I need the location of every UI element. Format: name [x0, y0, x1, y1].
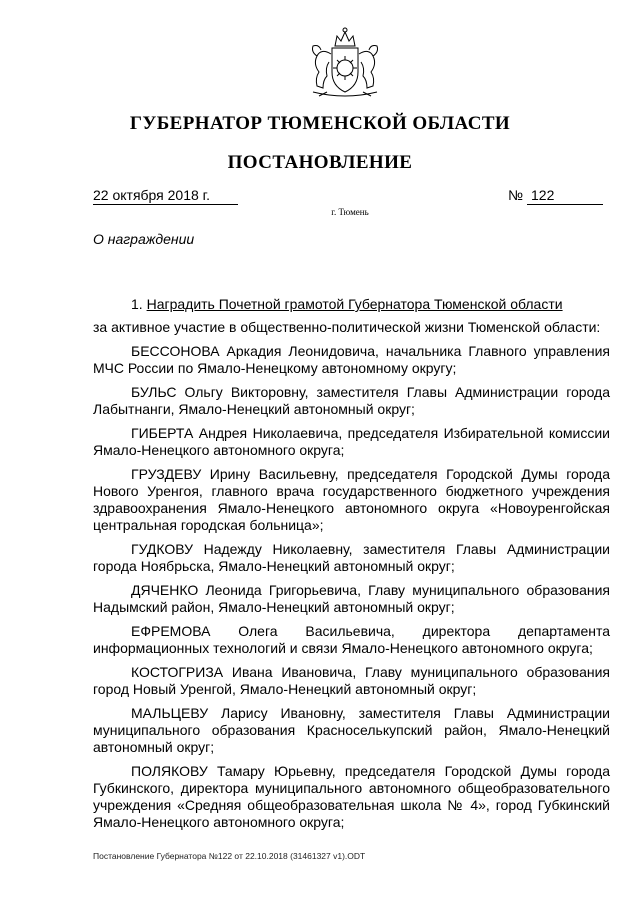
recipient-entry: МАЛЬЦЕВУ Ларису Ивановну, заместителя Главы Администрации муниципального образования Красноселькупский район, Ямало-Ненецкий автономный округ; [93, 705, 610, 755]
recipient-entry: ДЯЧЕНКО Леонида Григорьевича, Главу муниципального образования Надымский район, Ямало-Ненецкий автономный округ; [93, 582, 610, 615]
footer-file-reference: Постановление Губернатора №122 от 22.10.2018 (31461327 v1).ODT [93, 851, 366, 861]
city: г. Тюмень [331, 207, 369, 217]
document-date: 22 октября 2018 г. [93, 187, 238, 205]
document-subject: О награждении [93, 231, 195, 247]
document-type: ПОСТАНОВЛЕНИЕ [227, 152, 413, 173]
document-body [93, 296, 610, 838]
document-number: 122 [527, 187, 603, 205]
recipients-list [93, 343, 610, 831]
recipient-entry: ГИБЕРТА Андрея Николаевича, председателя Избирательной комиссии Ямало-Ненецкого автономного округа; [93, 425, 610, 458]
governor-title: ГУБЕРНАТОР ТЮМЕНСКОЙ ОБЛАСТИ [129, 113, 511, 134]
coat-of-arms-icon [303, 26, 387, 100]
number-sign: № [508, 187, 524, 203]
recipient-entry: ЕФРЕМОВА Олега Васильевича, директора департамента информационных технологий и связи Ямало-Ненецкого автономного округа; [93, 623, 610, 656]
recipient-entry: ПОЛЯКОВУ Тамару Юрьевну, председателя Городской Думы города Губкинского, директора муниципального автономного общеобразовательного учреждения «Средняя общеобразовательная школа № 4», город Губкинский Ямало-Ненецкого автономного округа; [93, 763, 610, 830]
recipient-entry: ГУДКОВУ Надежду Николаевну, заместителя Главы Администрации города Ноябрьска, Ямало-Ненецкий автономный округ; [93, 541, 610, 574]
recipient-entry: КОСТОГРИЗА Ивана Ивановича, Главу муниципального образования город Новый Уренгой, Ямало-Ненецкий автономный округ; [93, 664, 610, 697]
item-1-title: Наградить Почетной грамотой Губернатора Тюменской области [146, 296, 563, 312]
recipient-entry: БУЛЬС Ольгу Викторовну, заместителя Главы Администрации города Лабытнанги, Ямало-Ненецкий автономный округ; [93, 384, 610, 417]
item-1-reason: за активное участие в общественно-политической жизни Тюменской области: [93, 319, 601, 335]
recipient-entry: БЕССОНОВА Аркадия Леонидовича, начальника Главного управления МЧС России по Ямало-Ненецкому автономному округу; [93, 343, 610, 376]
item-1-number: 1. [131, 296, 147, 312]
item-1-heading [93, 296, 610, 313]
recipient-entry: ГРУЗДЕВУ Ирину Васильевну, председателя Городской Думы города Нового Уренгоя, главного врача государственного бюджетного учреждения здравоохранения Ямало-Ненецкого автономного округа «Новоуренгойская центральная городская больница»; [93, 466, 610, 533]
